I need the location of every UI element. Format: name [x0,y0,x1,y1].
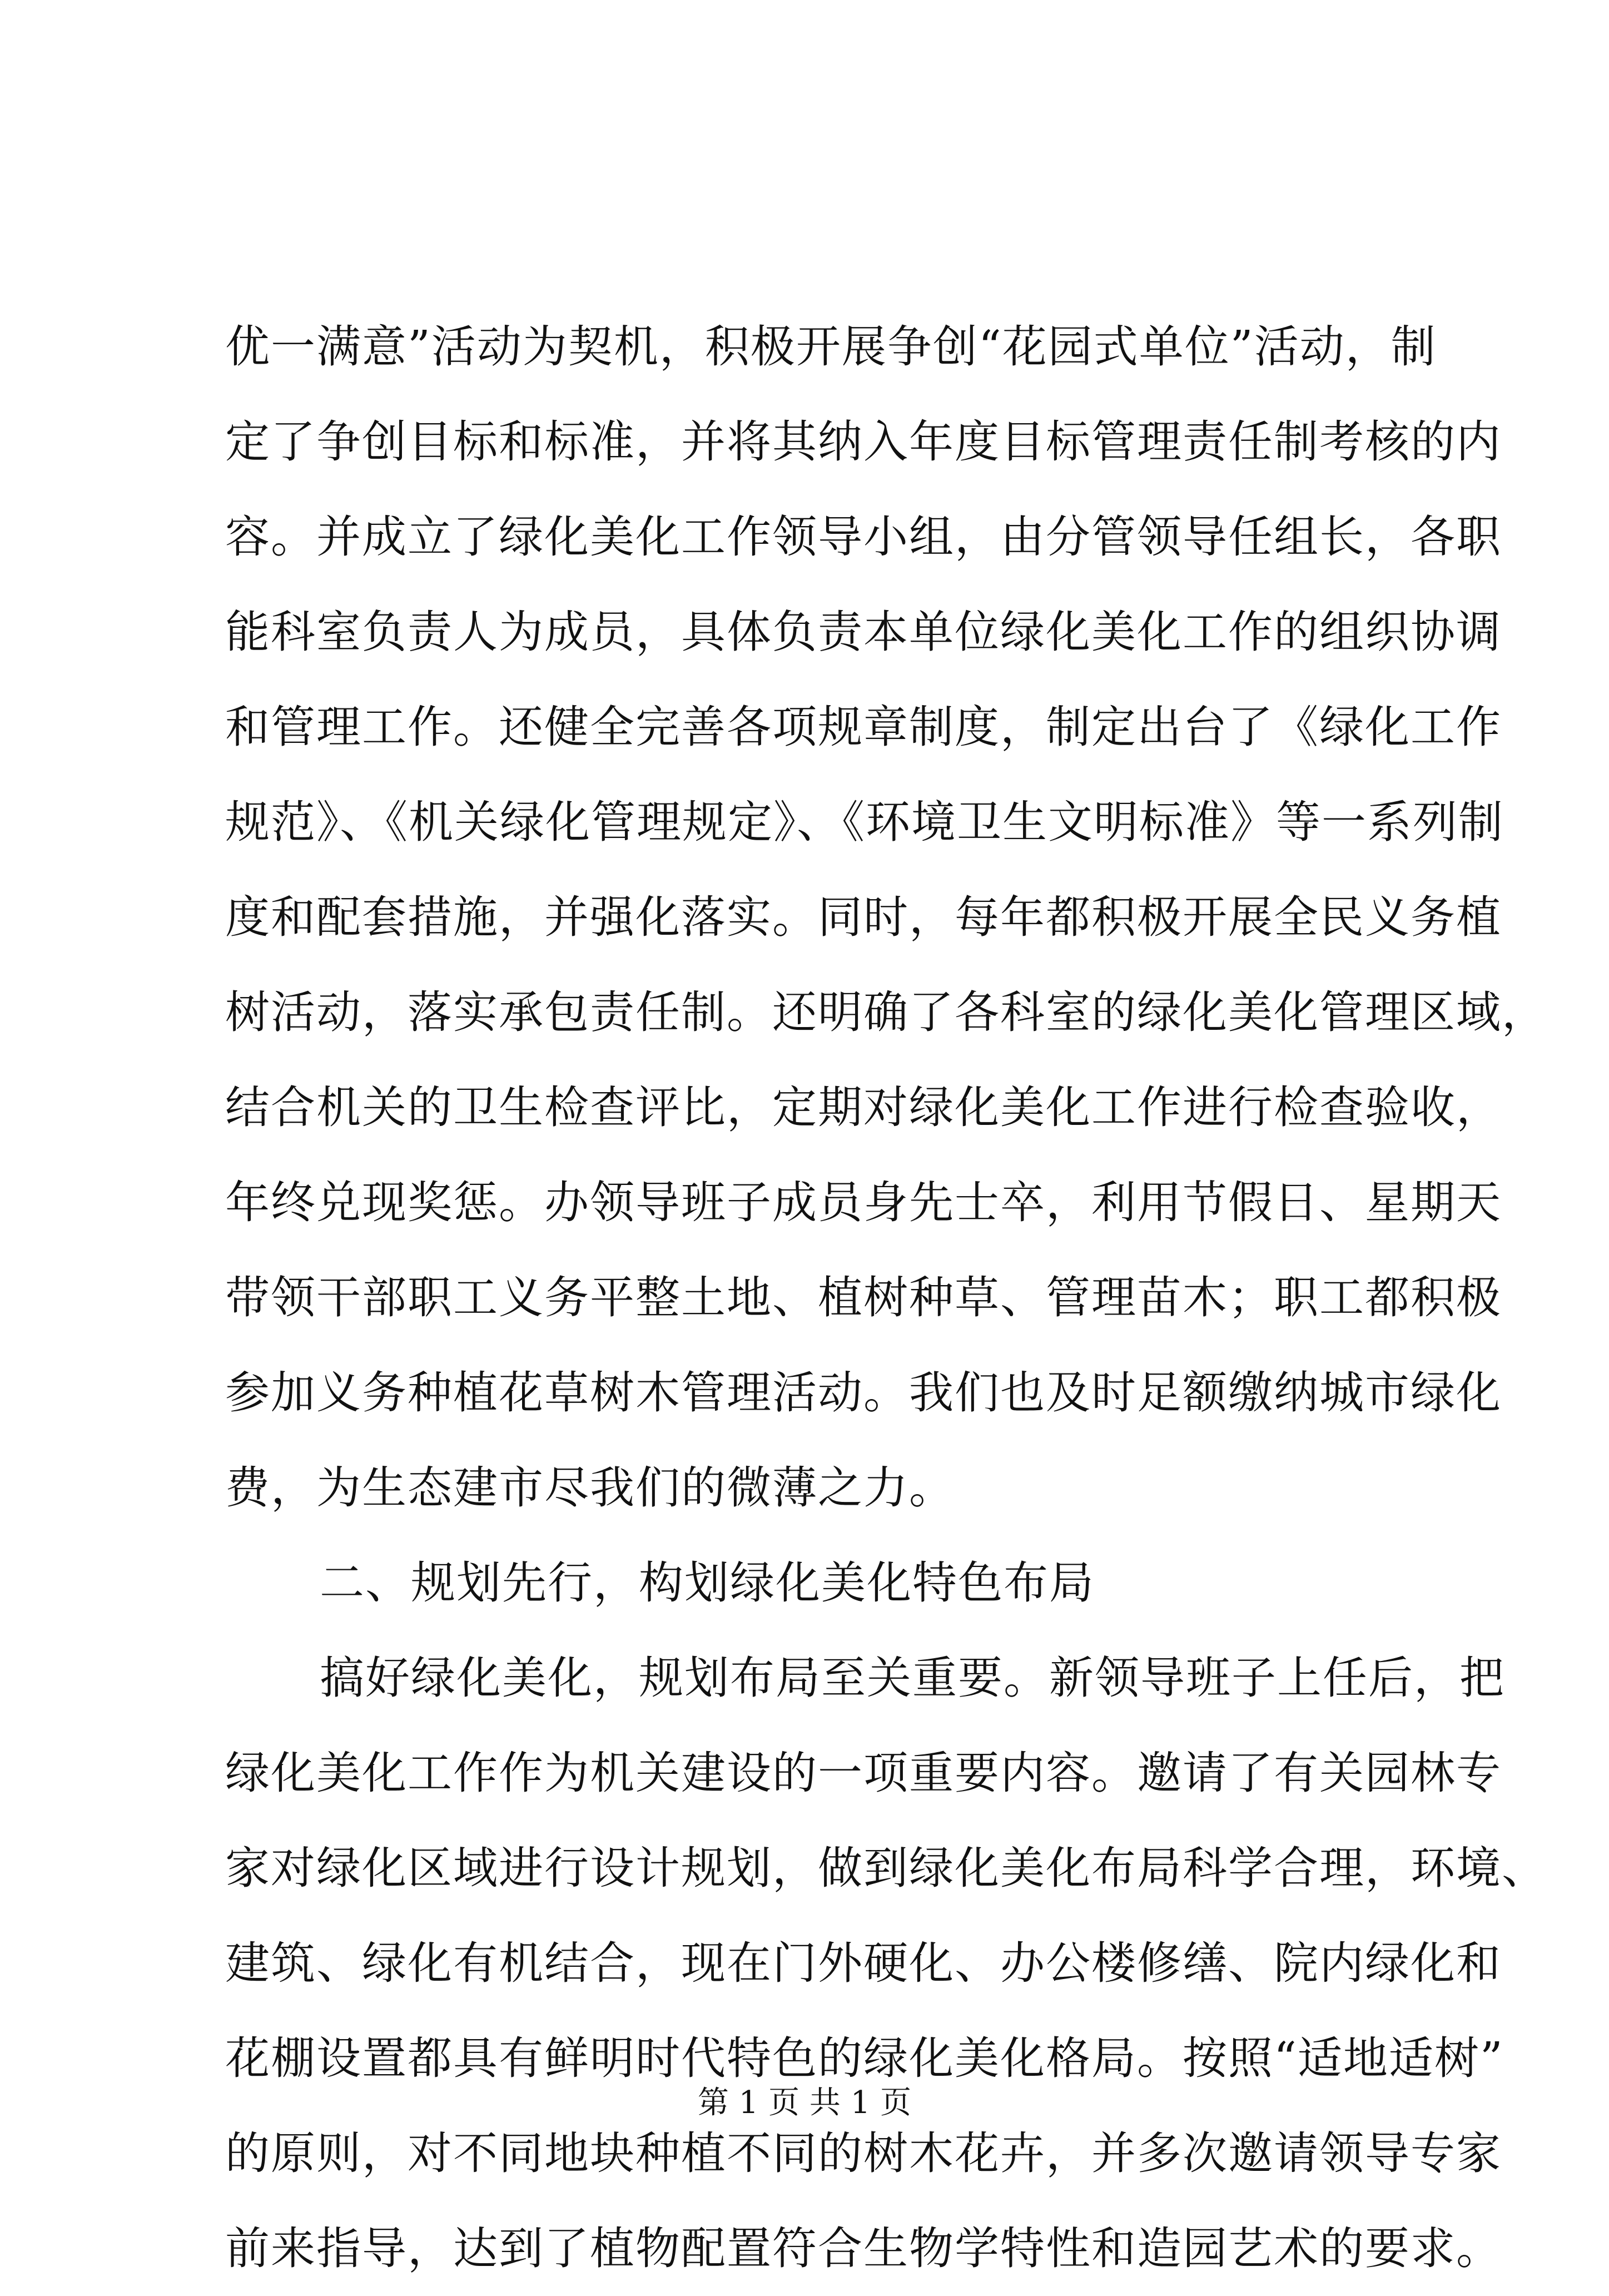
text-line: 搞好绿化美化，规划布局至关重要。新领导班子上任后，把 [320,1652,1505,1704]
text-line: 带领干部职工义务平整土地、植树种草、管理苗木；职工都积极 [225,1272,1502,1323]
text-line: 前来指导，达到了植物配置符合生物学特性和造园艺术的要求。 [225,2223,1502,2274]
page-number-footer: 第 1 页 共 1 页 [697,2085,912,2121]
text-line: 费，为生态建市尽我们的微薄之力。 [225,1462,955,1514]
text-line: 的原则，对不同地块种植不同的树木花卉，并多次邀请领导专家 [225,2128,1502,2179]
text-line: 结合机关的卫生检查评比，定期对绿化美化工作进行检查验收， [225,1082,1502,1133]
text-line: 和管理工作。还健全完善各项规章制度，制定出台了《绿化工作 [225,701,1502,753]
text-line: 绿化美化工作作为机关建设的一项重要内容。邀请了有关园林专 [225,1747,1502,1799]
text-line: 树活动，落实承包责任制。还明确了各科室的绿化美化管理区域， [225,986,1547,1038]
text-line: 年终兑现奖惩。办领导班子成员身先士卒，利用节假日、星期天 [225,1177,1502,1228]
text-line: 建筑、绿化有机结合，现在门外硬化、办公楼修缮、院内绿化和 [225,1937,1502,1989]
text-line: 定了争创目标和标准，并将其纳入年度目标管理责任制考核的内 [225,416,1502,468]
paragraph-section1 [225,299,1547,1535]
text-line: 规范》、《机关绿化管理规定》、《环境卫生文明标准》等一系列制 [225,796,1504,848]
text-line: 容。并成立了绿化美化工作领导小组，由分管领导任组长，各职 [225,511,1502,563]
text-line: 参加义务种植花草树木管理活动。我们也及时足额缴纳城市绿化 [225,1367,1502,1419]
text-line: 家对绿化区域进行设计规划，做到绿化美化布局科学合理，环境、 [225,1842,1547,1894]
text-line: 度和配套措施，并强化落实。同时，每年都积极开展全民义务植 [225,891,1502,943]
paragraph-section2 [225,1630,1547,2296]
text-line: 能科室负责人为成员，具体负责本单位绿化美化工作的组织协调 [225,606,1502,658]
text-line: 优一满意”活动为契机，积极开展争创“花园式单位”活动，制 [225,321,1437,373]
document-body [225,299,1547,2296]
section-heading: 二、规划先行，构划绿化美化特色布局 [320,1557,1095,1609]
text-line: 花棚设置都具有鲜明时代特色的绿化美化格局。按照“适地适树” [225,2032,1504,2084]
